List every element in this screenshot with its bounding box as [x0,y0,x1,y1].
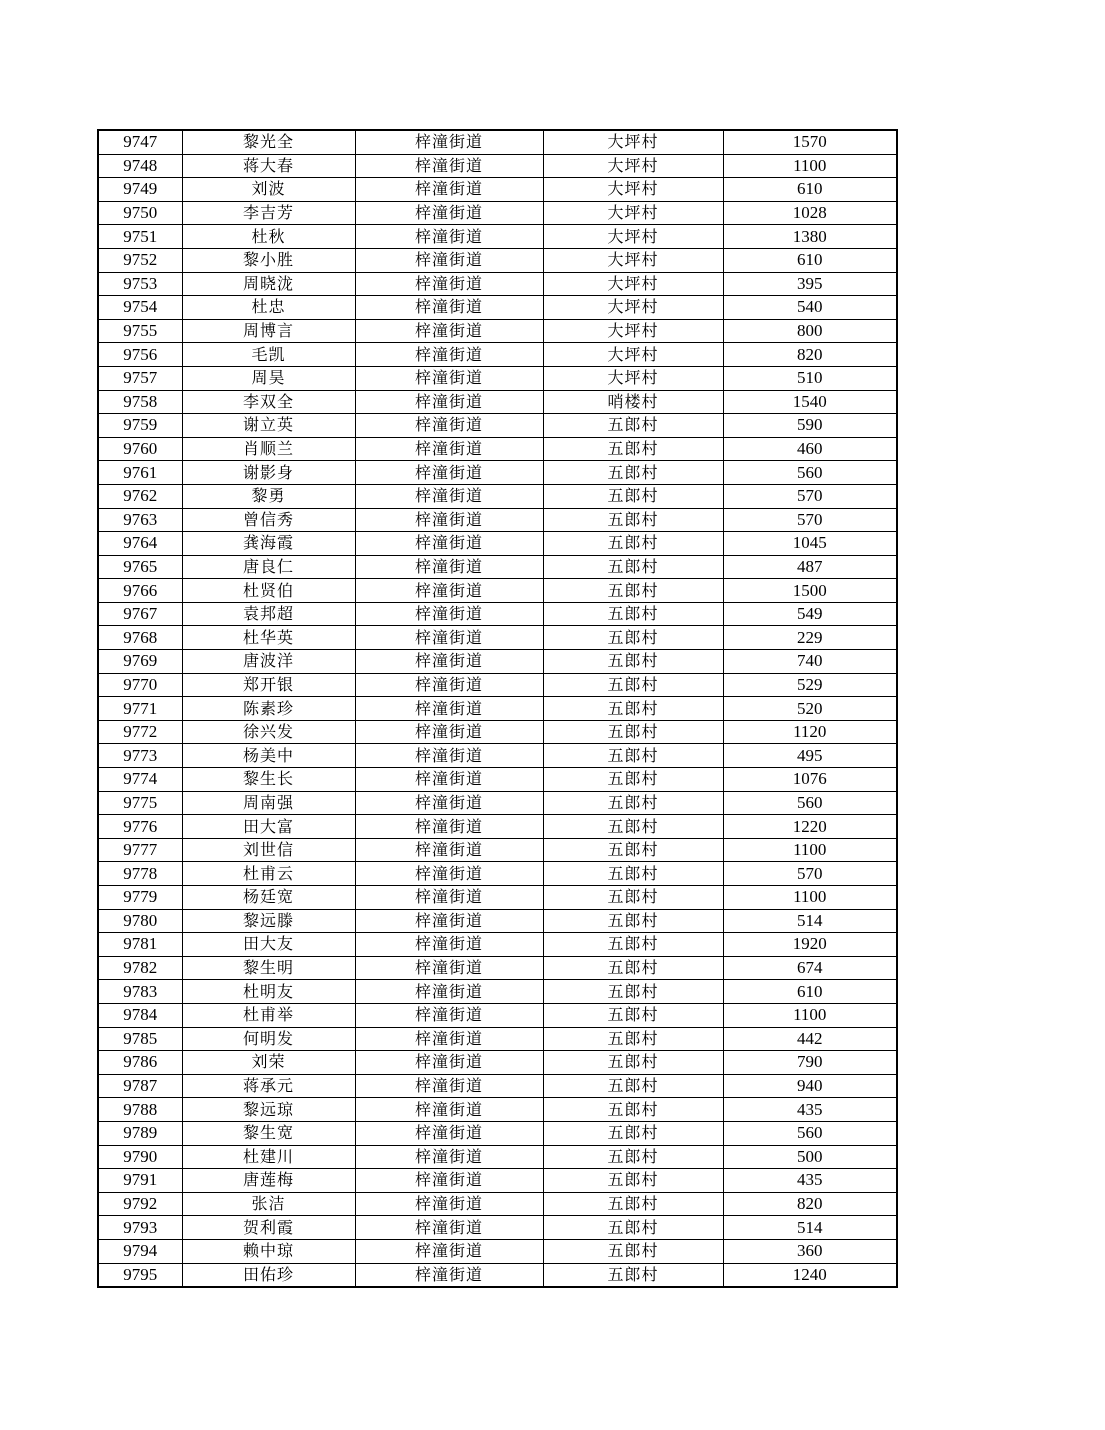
cell-name: 曾信秀 [182,508,355,532]
cell-amount: 1100 [723,838,897,862]
cell-id: 9784 [98,1003,182,1027]
cell-amount: 1920 [723,933,897,957]
cell-name: 杜甫云 [182,862,355,886]
cell-village: 五郎村 [543,980,723,1004]
cell-name: 谢立英 [182,414,355,438]
cell-street: 梓潼街道 [355,1145,543,1169]
cell-street: 梓潼街道 [355,555,543,579]
table-row [98,1098,897,1122]
table-row [98,1263,897,1287]
table-row [98,980,897,1004]
cell-amount: 1076 [723,768,897,792]
cell-amount: 560 [723,461,897,485]
cell-street: 梓潼街道 [355,602,543,626]
table-row [98,602,897,626]
cell-id: 9793 [98,1216,182,1240]
cell-village: 五郎村 [543,720,723,744]
cell-street: 梓潼街道 [355,1051,543,1075]
cell-street: 梓潼街道 [355,862,543,886]
cell-village: 大坪村 [543,366,723,390]
table-row [98,248,897,272]
cell-name: 杜建川 [182,1145,355,1169]
cell-street: 梓潼街道 [355,178,543,202]
cell-village: 五郎村 [543,933,723,957]
cell-street: 梓潼街道 [355,272,543,296]
table-row [98,272,897,296]
cell-id: 9782 [98,956,182,980]
cell-village: 五郎村 [543,626,723,650]
cell-village: 大坪村 [543,272,723,296]
cell-name: 赖中琼 [182,1239,355,1263]
cell-name: 黎生长 [182,768,355,792]
cell-amount: 549 [723,602,897,626]
cell-village: 五郎村 [543,1074,723,1098]
table-row [98,650,897,674]
cell-village: 五郎村 [543,1098,723,1122]
cell-id: 9783 [98,980,182,1004]
table-row [98,909,897,933]
cell-id: 9753 [98,272,182,296]
cell-id: 9747 [98,130,182,154]
cell-name: 刘波 [182,178,355,202]
cell-name: 黎生宽 [182,1121,355,1145]
table-row [98,130,897,154]
cell-amount: 610 [723,980,897,1004]
cell-name: 黎光全 [182,130,355,154]
cell-name: 田大友 [182,933,355,957]
table-row [98,815,897,839]
cell-village: 五郎村 [543,602,723,626]
table-row [98,1074,897,1098]
cell-village: 五郎村 [543,673,723,697]
cell-amount: 1028 [723,201,897,225]
cell-street: 梓潼街道 [355,1216,543,1240]
table-row [98,673,897,697]
cell-name: 陈素珍 [182,697,355,721]
cell-id: 9787 [98,1074,182,1098]
cell-village: 五郎村 [543,1051,723,1075]
cell-id: 9748 [98,154,182,178]
cell-name: 杜甫举 [182,1003,355,1027]
table-row [98,697,897,721]
cell-amount: 500 [723,1145,897,1169]
cell-amount: 460 [723,437,897,461]
cell-village: 五郎村 [543,909,723,933]
cell-name: 郑开银 [182,673,355,697]
cell-id: 9781 [98,933,182,957]
cell-village: 五郎村 [543,791,723,815]
cell-id: 9769 [98,650,182,674]
cell-street: 梓潼街道 [355,201,543,225]
cell-village: 五郎村 [543,1121,723,1145]
cell-village: 五郎村 [543,461,723,485]
table-row [98,768,897,792]
cell-street: 梓潼街道 [355,579,543,603]
cell-id: 9776 [98,815,182,839]
table-row [98,225,897,249]
cell-amount: 1045 [723,532,897,556]
cell-village: 五郎村 [543,650,723,674]
table-row [98,720,897,744]
cell-id: 9775 [98,791,182,815]
table-row [98,201,897,225]
cell-id: 9777 [98,838,182,862]
cell-id: 9765 [98,555,182,579]
cell-village: 五郎村 [543,555,723,579]
cell-name: 杜忠 [182,296,355,320]
table-row [98,1169,897,1193]
cell-village: 五郎村 [543,484,723,508]
cell-street: 梓潼街道 [355,1192,543,1216]
cell-name: 黎小胜 [182,248,355,272]
cell-id: 9785 [98,1027,182,1051]
cell-id: 9772 [98,720,182,744]
cell-name: 刘世信 [182,838,355,862]
cell-village: 五郎村 [543,956,723,980]
cell-id: 9751 [98,225,182,249]
cell-village: 五郎村 [543,579,723,603]
table-row [98,886,897,910]
cell-id: 9790 [98,1145,182,1169]
cell-street: 梓潼街道 [355,1263,543,1287]
table-row [98,1239,897,1263]
cell-id: 9760 [98,437,182,461]
cell-name: 蒋大春 [182,154,355,178]
cell-amount: 540 [723,296,897,320]
cell-street: 梓潼街道 [355,1027,543,1051]
cell-id: 9788 [98,1098,182,1122]
cell-id: 9786 [98,1051,182,1075]
cell-id: 9779 [98,886,182,910]
cell-id: 9780 [98,909,182,933]
table-row [98,437,897,461]
cell-id: 9766 [98,579,182,603]
cell-village: 五郎村 [543,1169,723,1193]
table-row [98,1145,897,1169]
cell-name: 杜华英 [182,626,355,650]
cell-amount: 820 [723,1192,897,1216]
table-row [98,319,897,343]
cell-name: 李双全 [182,390,355,414]
cell-id: 9763 [98,508,182,532]
cell-village: 五郎村 [543,1145,723,1169]
cell-village: 五郎村 [543,1192,723,1216]
cell-name: 杜秋 [182,225,355,249]
cell-name: 蒋承元 [182,1074,355,1098]
cell-street: 梓潼街道 [355,791,543,815]
cell-street: 梓潼街道 [355,1098,543,1122]
cell-village: 五郎村 [543,508,723,532]
cell-street: 梓潼街道 [355,1239,543,1263]
cell-street: 梓潼街道 [355,956,543,980]
cell-street: 梓潼街道 [355,390,543,414]
cell-street: 梓潼街道 [355,744,543,768]
cell-amount: 610 [723,248,897,272]
cell-amount: 529 [723,673,897,697]
cell-name: 唐莲梅 [182,1169,355,1193]
cell-name: 袁邦超 [182,602,355,626]
cell-amount: 487 [723,555,897,579]
cell-village: 大坪村 [543,296,723,320]
cell-street: 梓潼街道 [355,697,543,721]
cell-amount: 360 [723,1239,897,1263]
cell-street: 梓潼街道 [355,1169,543,1193]
cell-village: 五郎村 [543,886,723,910]
cell-id: 9774 [98,768,182,792]
cell-id: 9757 [98,366,182,390]
cell-id: 9758 [98,390,182,414]
cell-id: 9778 [98,862,182,886]
table-row [98,178,897,202]
cell-amount: 442 [723,1027,897,1051]
cell-street: 梓潼街道 [355,626,543,650]
table-row [98,1051,897,1075]
table-row [98,791,897,815]
cell-id: 9762 [98,484,182,508]
cell-name: 杜明友 [182,980,355,1004]
cell-name: 肖顺兰 [182,437,355,461]
table-row [98,390,897,414]
cell-village: 大坪村 [543,343,723,367]
cell-id: 9754 [98,296,182,320]
cell-street: 梓潼街道 [355,886,543,910]
cell-street: 梓潼街道 [355,838,543,862]
cell-name: 周博言 [182,319,355,343]
table-row [98,296,897,320]
table-row [98,1027,897,1051]
cell-village: 五郎村 [543,862,723,886]
cell-village: 大坪村 [543,178,723,202]
cell-street: 梓潼街道 [355,673,543,697]
table-row [98,508,897,532]
table-row [98,532,897,556]
cell-name: 贺利霞 [182,1216,355,1240]
cell-amount: 1100 [723,1003,897,1027]
cell-street: 梓潼街道 [355,980,543,1004]
cell-amount: 790 [723,1051,897,1075]
cell-village: 五郎村 [543,697,723,721]
table-row [98,555,897,579]
cell-name: 谢影身 [182,461,355,485]
cell-street: 梓潼街道 [355,720,543,744]
table-row [98,154,897,178]
table-body [98,130,897,1287]
cell-amount: 570 [723,862,897,886]
table-row [98,933,897,957]
cell-village: 五郎村 [543,1263,723,1287]
cell-street: 梓潼街道 [355,248,543,272]
cell-amount: 610 [723,178,897,202]
cell-village: 五郎村 [543,414,723,438]
table-row [98,484,897,508]
cell-village: 哨楼村 [543,390,723,414]
cell-name: 田佑珍 [182,1263,355,1287]
cell-street: 梓潼街道 [355,768,543,792]
cell-street: 梓潼街道 [355,225,543,249]
cell-name: 唐良仁 [182,555,355,579]
cell-name: 黎远滕 [182,909,355,933]
cell-street: 梓潼街道 [355,1074,543,1098]
cell-street: 梓潼街道 [355,484,543,508]
cell-id: 9791 [98,1169,182,1193]
cell-village: 大坪村 [543,319,723,343]
cell-name: 毛凯 [182,343,355,367]
cell-amount: 514 [723,909,897,933]
cell-amount: 800 [723,319,897,343]
cell-id: 9752 [98,248,182,272]
cell-amount: 1240 [723,1263,897,1287]
cell-village: 五郎村 [543,1239,723,1263]
cell-name: 田大富 [182,815,355,839]
cell-village: 大坪村 [543,201,723,225]
cell-id: 9755 [98,319,182,343]
cell-amount: 560 [723,791,897,815]
cell-id: 9794 [98,1239,182,1263]
cell-id: 9750 [98,201,182,225]
cell-amount: 435 [723,1169,897,1193]
cell-name: 唐波洋 [182,650,355,674]
cell-amount: 435 [723,1098,897,1122]
cell-amount: 740 [723,650,897,674]
data-table [97,129,898,1288]
cell-id: 9792 [98,1192,182,1216]
cell-id: 9759 [98,414,182,438]
cell-street: 梓潼街道 [355,414,543,438]
cell-id: 9795 [98,1263,182,1287]
cell-village: 大坪村 [543,130,723,154]
cell-id: 9756 [98,343,182,367]
cell-name: 龚海霞 [182,532,355,556]
cell-street: 梓潼街道 [355,296,543,320]
cell-name: 何明发 [182,1027,355,1051]
cell-street: 梓潼街道 [355,650,543,674]
cell-id: 9767 [98,602,182,626]
table-row [98,838,897,862]
cell-amount: 1120 [723,720,897,744]
cell-amount: 1540 [723,390,897,414]
cell-name: 黎勇 [182,484,355,508]
cell-village: 五郎村 [543,768,723,792]
cell-amount: 674 [723,956,897,980]
table-row [98,1192,897,1216]
cell-village: 五郎村 [543,1216,723,1240]
cell-street: 梓潼街道 [355,815,543,839]
cell-amount: 940 [723,1074,897,1098]
cell-street: 梓潼街道 [355,1121,543,1145]
cell-village: 五郎村 [543,744,723,768]
table-row [98,1121,897,1145]
cell-amount: 590 [723,414,897,438]
cell-id: 9761 [98,461,182,485]
cell-street: 梓潼街道 [355,532,543,556]
cell-amount: 395 [723,272,897,296]
cell-amount: 1380 [723,225,897,249]
cell-village: 五郎村 [543,1003,723,1027]
cell-street: 梓潼街道 [355,933,543,957]
cell-name: 杨廷宽 [182,886,355,910]
cell-name: 周昊 [182,366,355,390]
cell-id: 9771 [98,697,182,721]
cell-street: 梓潼街道 [355,461,543,485]
cell-id: 9768 [98,626,182,650]
cell-street: 梓潼街道 [355,909,543,933]
cell-village: 五郎村 [543,838,723,862]
cell-street: 梓潼街道 [355,343,543,367]
cell-street: 梓潼街道 [355,154,543,178]
table-row [98,461,897,485]
cell-name: 黎生明 [182,956,355,980]
cell-amount: 570 [723,484,897,508]
cell-street: 梓潼街道 [355,319,543,343]
cell-id: 9773 [98,744,182,768]
cell-amount: 520 [723,697,897,721]
cell-amount: 514 [723,1216,897,1240]
table-row [98,956,897,980]
cell-street: 梓潼街道 [355,508,543,532]
cell-street: 梓潼街道 [355,1003,543,1027]
table-row [98,744,897,768]
cell-amount: 1220 [723,815,897,839]
cell-name: 刘荣 [182,1051,355,1075]
cell-name: 李吉芳 [182,201,355,225]
cell-id: 9749 [98,178,182,202]
cell-name: 周南强 [182,791,355,815]
cell-amount: 560 [723,1121,897,1145]
cell-street: 梓潼街道 [355,366,543,390]
cell-id: 9770 [98,673,182,697]
cell-amount: 570 [723,508,897,532]
cell-name: 杨美中 [182,744,355,768]
cell-street: 梓潼街道 [355,130,543,154]
cell-amount: 1500 [723,579,897,603]
cell-name: 徐兴发 [182,720,355,744]
cell-village: 五郎村 [543,532,723,556]
cell-amount: 495 [723,744,897,768]
cell-name: 周晓泷 [182,272,355,296]
table-row [98,343,897,367]
table-row [98,626,897,650]
cell-amount: 1100 [723,886,897,910]
cell-id: 9789 [98,1121,182,1145]
cell-amount: 510 [723,366,897,390]
cell-name: 张洁 [182,1192,355,1216]
table-row [98,579,897,603]
cell-village: 五郎村 [543,815,723,839]
table-row [98,862,897,886]
cell-village: 五郎村 [543,1027,723,1051]
table-row [98,1216,897,1240]
table-row [98,366,897,390]
cell-village: 大坪村 [543,225,723,249]
table-row [98,1003,897,1027]
cell-name: 杜贤伯 [182,579,355,603]
cell-id: 9764 [98,532,182,556]
cell-village: 大坪村 [543,248,723,272]
cell-amount: 1570 [723,130,897,154]
cell-amount: 1100 [723,154,897,178]
cell-street: 梓潼街道 [355,437,543,461]
cell-village: 五郎村 [543,437,723,461]
cell-amount: 229 [723,626,897,650]
table-row [98,414,897,438]
cell-village: 大坪村 [543,154,723,178]
cell-amount: 820 [723,343,897,367]
cell-name: 黎远琼 [182,1098,355,1122]
